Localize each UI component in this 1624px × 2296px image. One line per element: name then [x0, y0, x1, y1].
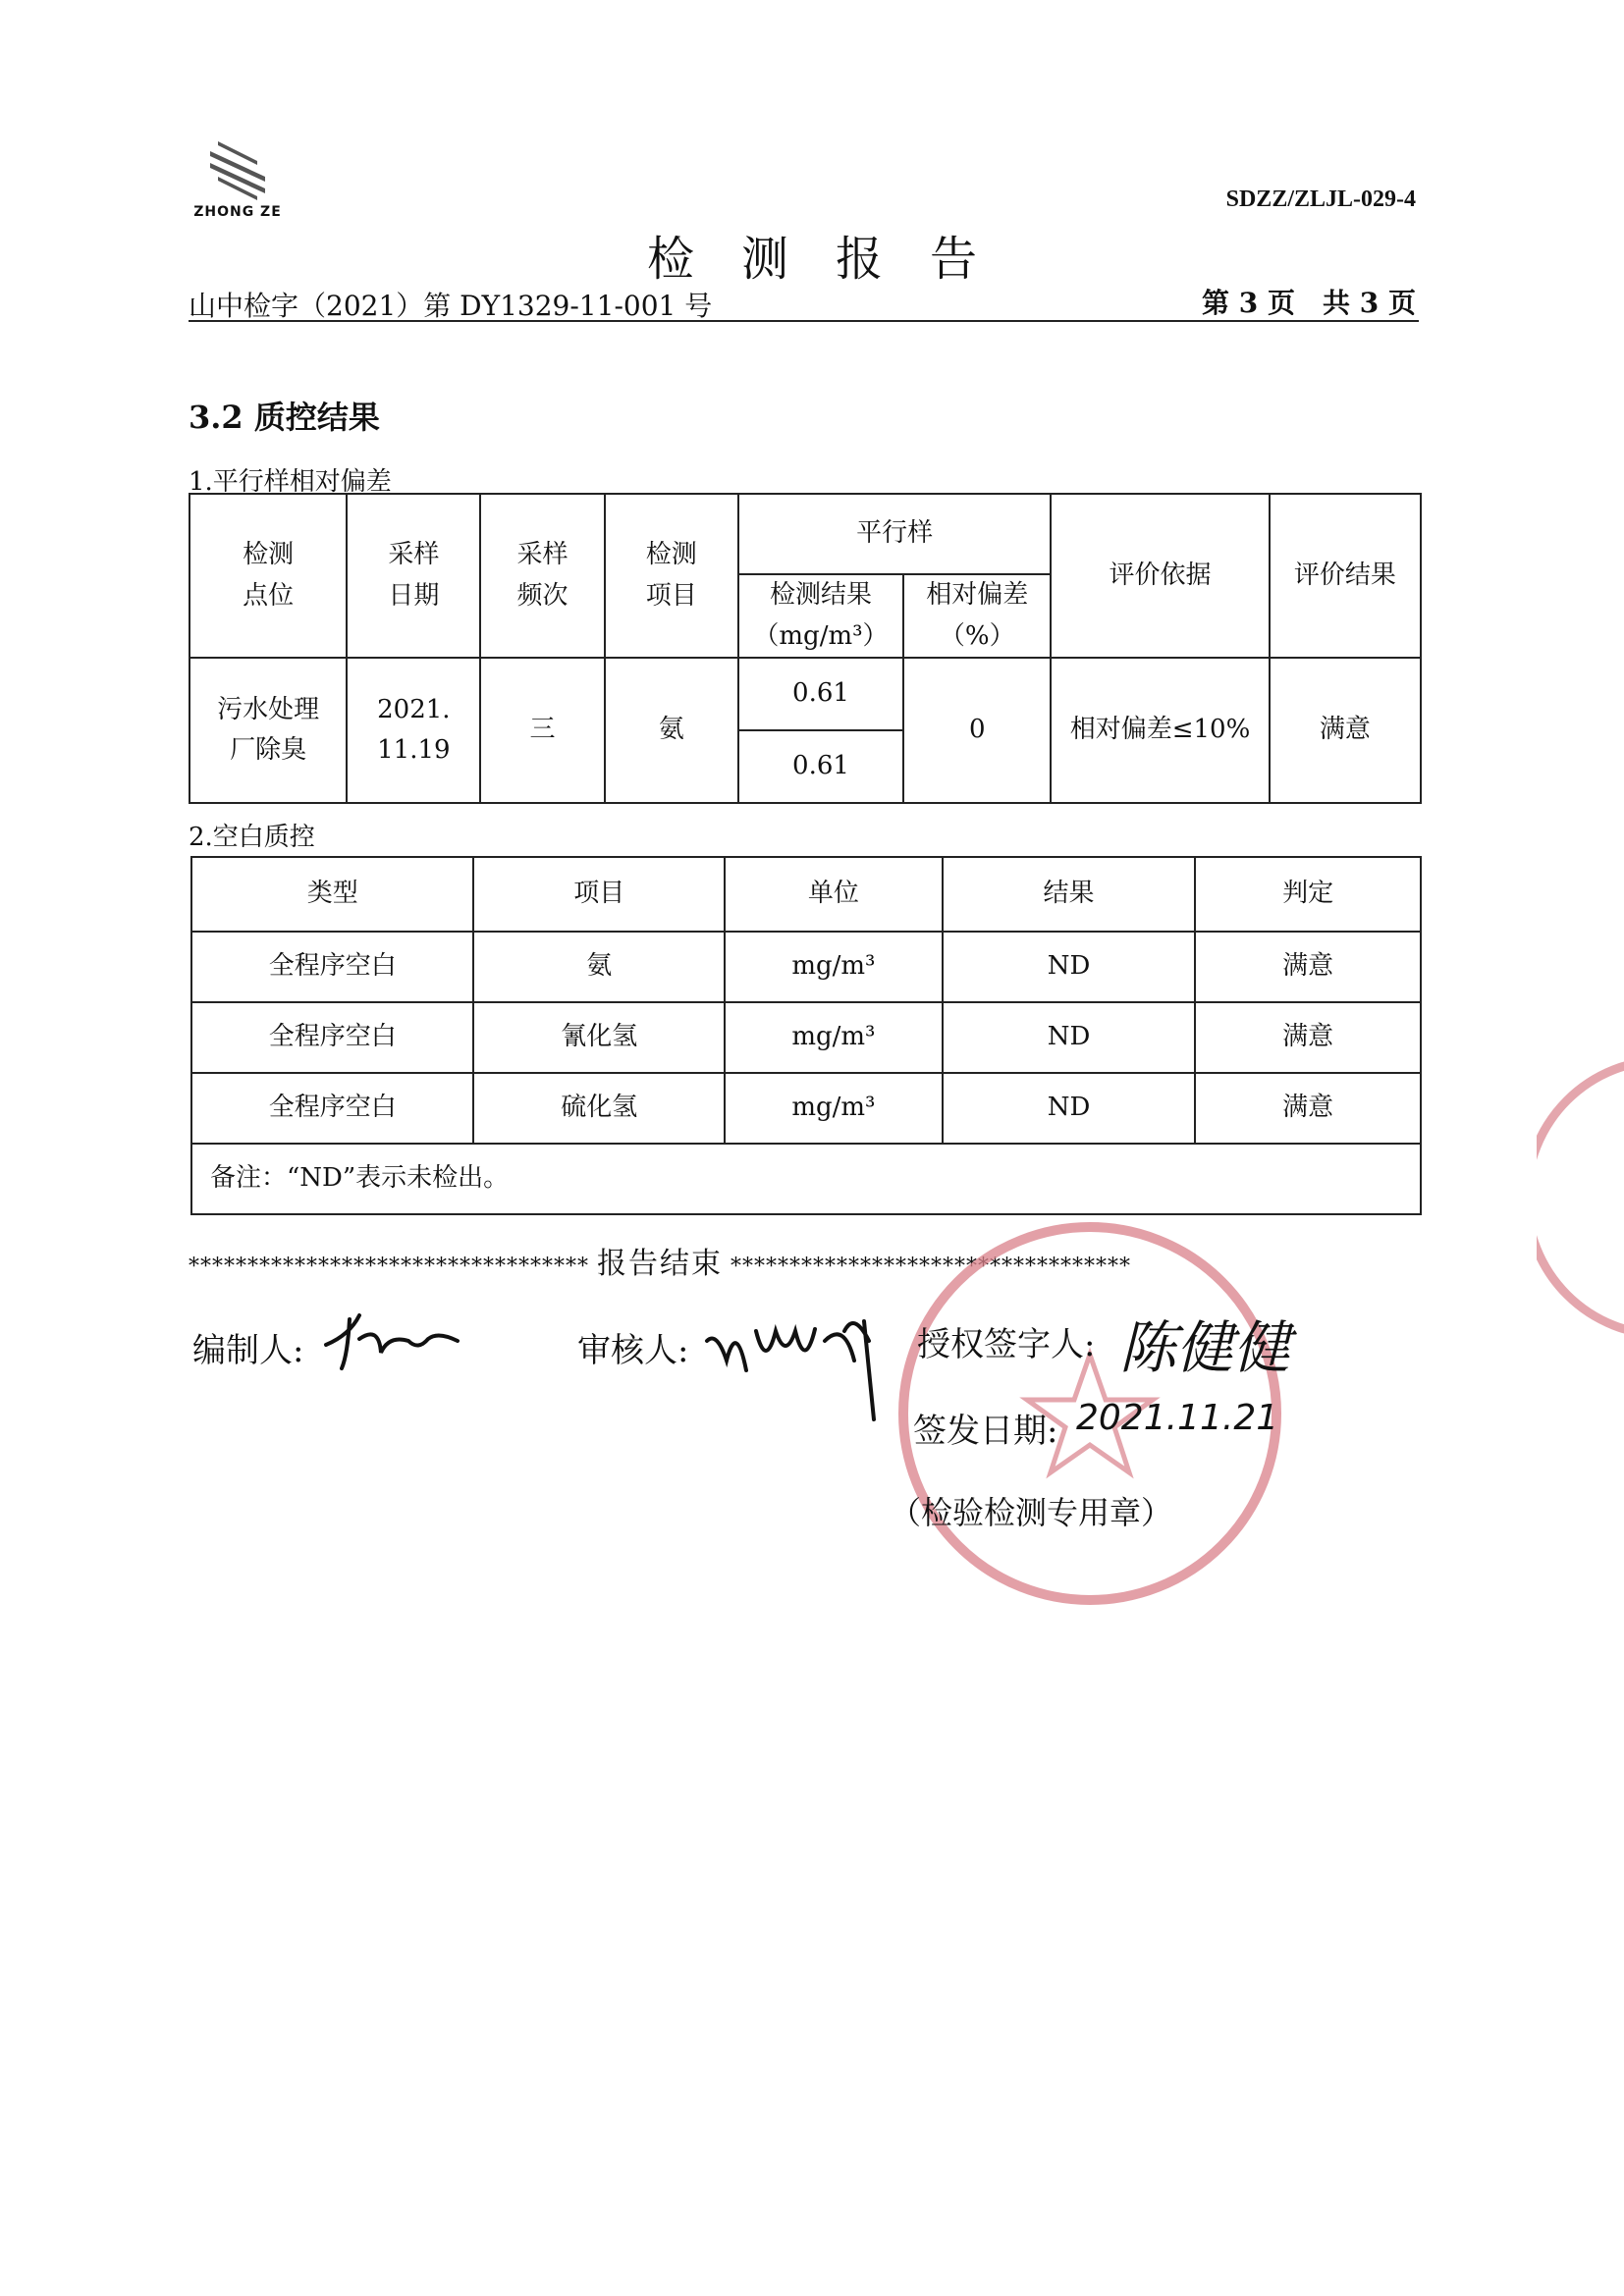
cell-judgement: 满意: [1195, 1002, 1421, 1073]
table-note: 备注：“ND”表示未检出。: [191, 1144, 1421, 1214]
table-row: [191, 1002, 1421, 1073]
cell-deviation: 0: [903, 658, 1051, 803]
header-result: 检测结果 （mg/m³）: [738, 574, 903, 658]
authorized-signature: 陈健健: [1119, 1314, 1291, 1381]
issue-date-label: 签发日期:: [913, 1412, 1058, 1451]
logo-text: ZHONG ZE: [193, 204, 282, 220]
cell-date: 2021. 11.19: [347, 658, 480, 803]
cell-evaluation: 满意: [1270, 658, 1421, 803]
company-logo: [189, 135, 287, 224]
cell-item: 氨: [605, 658, 738, 803]
cell-item: 硫化氢: [473, 1073, 725, 1144]
table2-caption: 2.空白质控: [189, 823, 315, 852]
header-unit: 单位: [725, 857, 943, 932]
section-title: 3.2 质控结果: [189, 399, 380, 436]
header-frequency: 采样 频次: [480, 494, 604, 658]
cell-item: 氰化氢: [473, 1002, 725, 1073]
cell-unit: mg/m³: [725, 1073, 943, 1144]
reviewed-by-signature-icon: [697, 1302, 893, 1429]
header-judgement: 判定: [1195, 857, 1421, 932]
report-number: 山中检字（2021）第 DY1329-11-001 号: [189, 290, 713, 322]
cell-result: ND: [943, 932, 1196, 1002]
cell-result: ND: [943, 1073, 1196, 1144]
header-divider: [189, 320, 1419, 322]
cell-judgement: 满意: [1195, 1073, 1421, 1144]
header-point: 检测 点位: [189, 494, 347, 658]
header-evaluation: 评价结果: [1270, 494, 1421, 658]
cell-judgement: 满意: [1195, 932, 1421, 1002]
reviewed-by-label: 审核人:: [577, 1331, 689, 1370]
cell-result-1: 0.61: [738, 658, 903, 730]
header-deviation: 相对偏差 （%）: [903, 574, 1051, 658]
header-type: 类型: [191, 857, 473, 932]
prepared-by-label: 编制人:: [192, 1331, 304, 1370]
report-end-label: 报告结束: [597, 1247, 723, 1281]
cell-unit: mg/m³: [725, 1002, 943, 1073]
edge-seal-icon: [1537, 1041, 1624, 1355]
cell-unit: mg/m³: [725, 932, 943, 1002]
header-parallel: 平行样: [738, 494, 1052, 574]
header-result: 结果: [943, 857, 1196, 932]
stars-left: **********************************: [189, 1255, 589, 1279]
cell-point: 污水处理 厂除臭: [189, 658, 347, 803]
table-row: [191, 932, 1421, 1002]
cell-result-2: 0.61: [738, 730, 903, 803]
header-date: 采样 日期: [347, 494, 480, 658]
blank-qc-table: [190, 856, 1422, 1215]
authorized-signatory-label: 授权签字人:: [917, 1325, 1096, 1364]
issue-date: 2021.11.21: [1076, 1398, 1279, 1438]
logo-mark-icon: [189, 135, 287, 204]
cell-result: ND: [943, 1002, 1196, 1073]
cell-basis: 相对偏差≤10%: [1051, 658, 1269, 803]
report-title: 检测报告: [646, 232, 1024, 287]
header-basis: 评价依据: [1051, 494, 1269, 658]
parallel-sample-table: [189, 493, 1422, 804]
document-code: SDZZ/ZLJL-029-4: [1225, 187, 1416, 212]
cell-type: 全程序空白: [191, 1002, 473, 1073]
header-item: 检测 项目: [605, 494, 738, 658]
table1-caption: 1.平行样相对偏差: [189, 467, 392, 497]
cell-type: 全程序空白: [191, 932, 473, 1002]
cell-item: 氨: [473, 932, 725, 1002]
header-item: 项目: [473, 857, 725, 932]
cell-frequency: 三: [480, 658, 604, 803]
stars-right: **********************************: [731, 1255, 1131, 1279]
page-indicator: 第 3 页 共 3 页: [1202, 287, 1416, 319]
table-row: [191, 1073, 1421, 1144]
stamp-caption: （检验检测专用章）: [890, 1494, 1173, 1531]
prepared-by-signature-icon: [320, 1306, 467, 1374]
cell-type: 全程序空白: [191, 1073, 473, 1144]
